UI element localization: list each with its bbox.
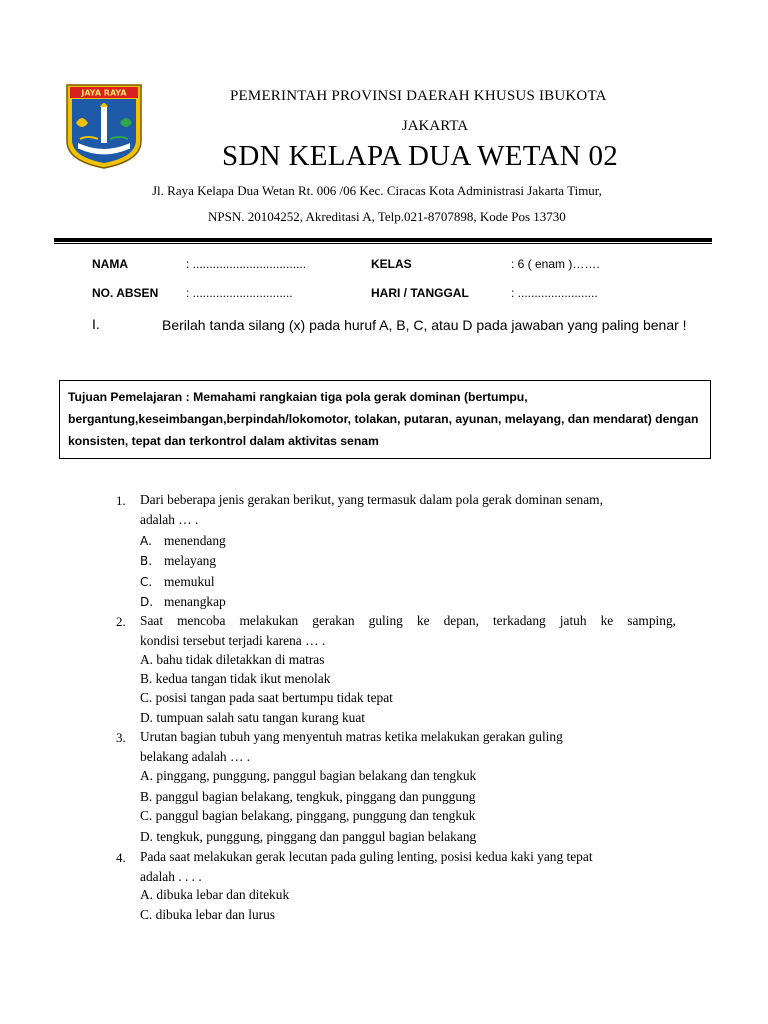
no-absen-field[interactable]: : .............................. [186,286,293,300]
option-label: B. [140,671,153,686]
answer-option[interactable] [140,690,393,706]
answer-option[interactable] [140,671,330,687]
option-text: menangkap [164,594,226,609]
option-label: C. [140,575,153,589]
option-label: D. [140,595,154,609]
school-address-line-2: NPSN. 20104252, Akreditasi A, Telp.021-8707898, Kode Pos 13730 [208,209,566,224]
option-text: dibuka lebar dan ditekuk [156,887,290,902]
letterhead-divider-thick [54,238,712,242]
question-number: 1. [116,493,126,508]
option-text: posisi tangan pada saat bertumpu tidak tepat [155,690,393,705]
hari-tanggal-field[interactable]: : ........................ [511,286,598,300]
no-absen-label: NO. ABSEN [92,286,159,300]
option-label: C. [140,690,153,705]
question-text-line: Pada saat melakukan gerak lecutan pada guling lenting, posisi kedua kaki yang tepat [140,849,593,864]
option-text: panggul bagian belakang, pinggang, punggung dan tengkuk [155,808,476,823]
option-text: tengkuk, punggung, pinggang dan panggul bagian belakang [156,829,477,844]
answer-option[interactable] [140,829,476,845]
answer-option[interactable] [140,594,226,610]
question-text-line: Dari beberapa jenis gerakan berikut, yang termasuk dalam pola gerak dominan senam, [140,492,603,507]
option-text: melayang [164,553,217,568]
option-label: A. [140,652,154,667]
option-text: bahu tidak diletakkan di matras [156,652,325,667]
option-label: A. [140,534,152,548]
answer-option[interactable] [140,789,475,805]
jakarta-coat-of-arms-logo [64,83,144,169]
option-label: D. [140,829,154,844]
option-text: panggul bagian belakang, tengkuk, pinggang dan punggung [155,789,476,804]
government-heading-city: JAKARTA [401,118,469,134]
answer-option[interactable] [140,808,475,824]
question-number: 3. [116,730,126,745]
section-number: I. [92,316,100,332]
svg-text:JAYA RAYA: JAYA RAYA [81,88,127,98]
kelas-field[interactable]: : 6 ( enam )……. [511,257,600,271]
option-label: D. [140,710,154,725]
school-name-title: SDN KELAPA DUA WETAN 02 [222,140,619,172]
letterhead-divider-thin [54,243,712,244]
government-heading-line-1: PEMERINTAH PROVINSI DAERAH KHUSUS IBUKOTA [230,88,607,104]
answer-option[interactable] [140,574,215,590]
answer-option[interactable] [140,710,365,726]
option-text: dibuka lebar dan lurus [155,907,276,922]
question-number: 2. [116,614,126,629]
question-text-line: adalah . . . . [140,869,202,884]
answer-option[interactable] [140,553,216,569]
option-label: C. [140,808,153,823]
answer-option[interactable] [140,887,289,903]
answer-option[interactable] [140,652,324,668]
option-label: B. [140,789,153,804]
option-text: kedua tangan tidak ikut menolak [155,671,331,686]
question-text-line: kondisi tersebut terjadi karena … . [140,633,326,648]
section-instruction: Berilah tanda silang (x) pada huruf A, B, C, atau D pada jawaban yang paling benar ! [162,317,687,333]
option-text: memukul [164,574,215,589]
answer-option[interactable] [140,768,476,784]
option-label: A. [140,887,154,902]
school-address-line-1: Jl. Raya Kelapa Dua Wetan Rt. 006 /06 Kec. Ciracas Kota Administrasi Jakarta Timur, [152,183,602,198]
option-label: C. [140,907,153,922]
option-text: tumpuan salah satu tangan kurang kuat [156,710,366,725]
question-text-line: Saat mencoba melakukan gerakan guling ke depan, terkadang jatuh ke samping, [140,613,676,628]
option-text: menendang [164,533,226,548]
answer-option[interactable] [140,907,275,923]
question-number: 4. [116,850,126,865]
government-heading-line-2 [230,118,650,135]
question-text-line: belakang adalah … . [140,749,251,764]
kelas-label: KELAS [371,257,412,271]
hari-tanggal-label: HARI / TANGGAL [371,286,469,300]
nama-field[interactable]: : .................................. [186,257,307,271]
question-text-line: adalah … . [140,512,199,527]
question-text-line: Urutan bagian tubuh yang menyentuh matras ketika melakukan gerakan guling [140,729,563,744]
learning-objective-text: Tujuan Pemelajaran : Memahami rangkaian tiga pola gerak dominan (bertumpu, bergantung,keseimbangan,berpindah/lokomotor, tolakan, putaran, ayunan, melayang, dan mendarat) dengan konsisten, tepat dan terkontrol dalam aktivitas senam [68,390,699,448]
nama-label: NAMA [92,257,128,271]
option-text: pinggang, punggung, panggul bagian belakang dan tengkuk [156,768,477,783]
option-label: A. [140,768,154,783]
answer-option[interactable] [140,533,226,549]
option-label: B. [140,554,153,568]
